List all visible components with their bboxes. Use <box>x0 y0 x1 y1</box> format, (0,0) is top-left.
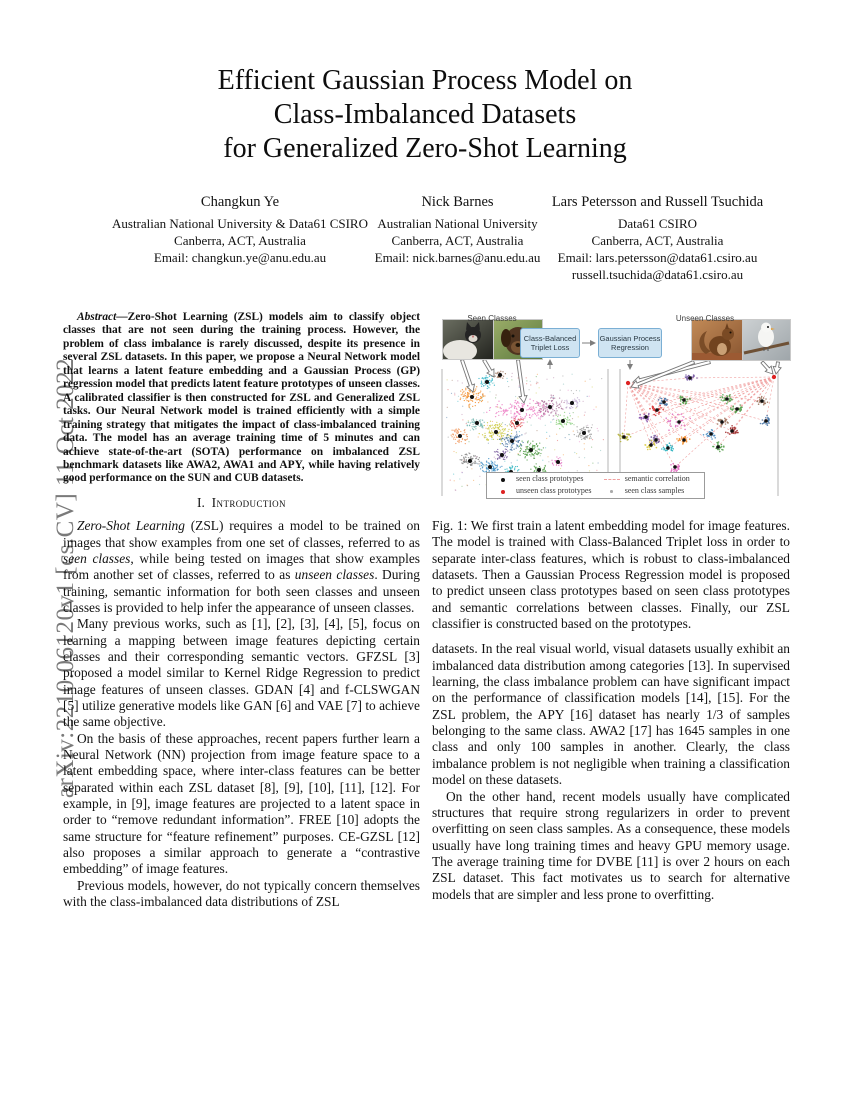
seen-class-prototype-dot <box>673 465 677 469</box>
seen-class-prototype-dot <box>468 459 472 463</box>
paragraph: Many previous works, such as [1], [2], [3], [4], [5], focus on learning a mapping between image features depicting certain classes and their corresponding semantic vectors. GFZSL [3] proposed a model similar to Kernel Ridge Regression to predict image features of unseen classes. GDAN [4] and f-CLSWGAN [5] utilize generative models like GAN [6] and VAE [7] to achieve the same objective. <box>63 616 420 730</box>
paragraph: Zero-Shot Learning (ZSL) requires a model to be trained on images that show examples from one set of classes, referred to as seen classes, while being tested on images that show examples from another set of classes, referred to as unseen classes. During training, semantic information for both seen classes and unseen classes is provided to help infer the appearance of unseen classes. <box>63 518 420 615</box>
seen-class-prototype-dot <box>688 376 692 380</box>
seen-class-prototype-dot <box>548 405 552 409</box>
legend-label: unseen class prototypes <box>516 486 592 496</box>
seen-class-prototype-dot <box>582 431 586 435</box>
seen-class-prototype-dot <box>458 434 462 438</box>
outline-arrow <box>461 360 475 393</box>
seen-class-prototype-dot <box>485 380 489 384</box>
seen-class-prototype-dot <box>662 400 666 404</box>
dashed-line-icon <box>603 479 621 480</box>
triplet-loss-box <box>520 328 580 358</box>
author-email-2: russell.tsuchida@data61.csiro.au <box>571 267 744 282</box>
author-email: Email: changkun.ye@anu.edu.au <box>153 250 327 265</box>
left-column <box>63 311 420 910</box>
unseen-classes-label: Unseen Classes <box>675 314 735 323</box>
paragraph: datasets. In the real visual world, visual datasets usually exhibit an imbalanced data distribution among categories [13]. In supervised learning, the class imbalance problem can have significant impact on the performance of classification models [14], [15]. For the ZSL problem, the APY [16] dataset has nearly 1/3 of samples belonging to the same class. AWA2 [17] has 1645 samples in one class and only 100 samples in another. Clearly, the class imbalance problem is not negligible when training a classification model on these datasets. <box>432 641 790 788</box>
box-line: Triplet Loss <box>530 343 570 352</box>
paper-title <box>0 64 850 166</box>
gray-dot-icon <box>603 490 621 493</box>
seen-class-prototype-dot <box>682 398 686 402</box>
unseen-space-cluster <box>639 413 650 423</box>
author-block-3 <box>530 194 785 283</box>
author-name: Nick Barnes <box>421 194 494 210</box>
seen-class-prototype-dot <box>475 421 479 425</box>
box-line: Gaussian Process <box>599 333 661 343</box>
author-city: Canberra, ACT, Australia <box>591 233 724 248</box>
title-line-2: Class-Imbalanced Datasets <box>273 99 577 130</box>
seen-class-prototype-dot <box>500 453 504 457</box>
seen-class-prototype-dot <box>510 439 514 443</box>
section-heading-introduction <box>63 495 420 511</box>
seen-class-prototype-dot <box>561 419 565 423</box>
semantic-correlation-lines <box>624 377 774 467</box>
right-column <box>432 311 790 903</box>
author-email: Email: lars.petersson@data61.csiro.au <box>557 250 758 265</box>
legend-label: semantic correlation <box>624 474 690 484</box>
author-block-2 <box>360 194 555 266</box>
legend-label: seen class prototypes <box>516 474 584 484</box>
section-number: I. <box>197 494 205 510</box>
outline-arrow <box>517 360 528 403</box>
red-dot-icon <box>494 490 512 494</box>
bird-photo <box>743 320 790 360</box>
outline-arrow <box>483 359 494 377</box>
author-affiliation: Australian National University & Data61 CSIRO <box>112 216 368 231</box>
seen-class-prototype-dot <box>764 419 768 423</box>
outline-arrow <box>631 361 695 389</box>
abstract-text: —Zero-Shot Learning (ZSL) models aim to classify object classes that are not seen during the training process. However, the problem of class imbalance is rarely discussed, despite its presence in several ZSL datasets. In this paper, we propose a Neural Network model that learns a latent feature embedding and a Gaussian Process (GP) regression model that predicts latent feature prototypes of unseen classes. A calibrated classifier is then constructed for ZSL and Generalized ZSL tasks. Our Neural Network model is trained efficiently with a simple training strategy that mitigates the impact of class-imbalanced training data. The model has an average training time of 5 minutes and can achieve state-of-the-art (SOTA) performance on imbalanced ZSL benchmark datasets like AWA2, AWA1 and APY, while having relatively good performance on the SUN and CUB datasets. <box>63 311 420 485</box>
author-affiliation: Australian National University <box>377 216 538 231</box>
author-affiliation: Data61 CSIRO <box>617 216 698 231</box>
outline-arrow <box>761 361 773 374</box>
paragraph: On the basis of these approaches, recent papers further learn a Neural Network (NN) projection from image feature space to a latent embedding space, where inter-class features can be better separated within each ZSL dataset [8], [9], [10], [11], [12]. For example, in [9], image features are projected to a latent space in order to “remove redundant information”. FREE [10] adopts the same structure for “feature refinement” purposes. CE-GZSL [12] also proposes a similar approach to generate a “contrastive embedding” of image features. <box>63 730 420 877</box>
box-line: Regression <box>611 343 649 352</box>
gp-regression-box <box>598 328 662 358</box>
seen-class-prototype-dot <box>760 399 764 403</box>
legend-item-unseen-prototypes <box>494 486 599 498</box>
title-line-1: Efficient Gaussian Process Model on <box>217 65 633 96</box>
arxiv-banner: arXiv:2210.06120v1 [cs.CV] 11 Oct 2022 <box>52 357 79 799</box>
legend-item-seen-samples <box>603 486 697 498</box>
seen-class-prototype-dot <box>677 420 681 424</box>
title-line-3: for Generalized Zero-Shot Learning <box>223 133 627 164</box>
seen-class-prototype-dot <box>529 448 533 452</box>
figure-caption: Fig. 1: We first train a latent embedding model for image features. The model is trained with Class-Balanced Triplet loss in order to separate inter-class features, which is robust to class-imbalanced datasets. Then a Gaussian Process Regression model is proposed to predict unseen class prototypes based on seen class prototypes and semantic correlations between classes. Finally, our ZSL classifier is constructed based on the prototypes. <box>432 518 790 632</box>
seen-class-prototype-dot <box>498 373 502 377</box>
seen-class-prototype-dot <box>655 408 659 412</box>
seen-class-prototype-dot <box>649 443 653 447</box>
seen-class-prototype-dot <box>515 421 519 425</box>
abstract-lead: Abstract <box>77 311 117 323</box>
seen-class-prototype-dot <box>735 407 739 411</box>
legend-label: seen class samples <box>624 486 685 496</box>
abstract <box>63 311 420 486</box>
seen-class-prototype-dot <box>725 397 729 401</box>
seen-class-prototype-dot <box>666 446 670 450</box>
seen-class-prototype-dot <box>622 435 626 439</box>
seen-class-prototype-dot <box>716 445 720 449</box>
unseen-class-prototype-dot <box>626 381 630 385</box>
author-name: Changkun Ye <box>200 194 280 210</box>
seen-class-prototype-dot <box>730 429 734 433</box>
seen-class-prototype-dot <box>682 438 686 442</box>
section-title: Introduction <box>211 494 286 510</box>
seen-class-prototype-dot <box>570 401 574 405</box>
seen-class-prototype-dot <box>488 465 492 469</box>
black-dot-icon <box>494 478 512 482</box>
seen-class-prototype-dot <box>709 432 713 436</box>
author-email: Email: nick.barnes@anu.edu.au <box>374 250 541 265</box>
box-line: Class-Balanced <box>523 333 577 343</box>
seen-class-prototype-dot <box>520 408 524 412</box>
seen-class-prototype-dot <box>654 438 658 442</box>
paragraph: On the other hand, recent models usually have complicated structures that require strong regularizers in order to prevent overfitting on seen class samples. As a consequence, these models usually have long training times and heavy GPU memory usage. The average training time for DVBE [11] is over 2 hours on each ZSL dataset. This fact motivates us to search for alternative models that are simpler and less prone to overfitting. <box>432 788 790 902</box>
paragraph: Previous models, however, do not typically concern themselves with the class-imbalanced data distributions of ZSL <box>63 877 420 910</box>
author-block-1 <box>75 194 405 266</box>
seen-class-prototype-dot <box>556 460 560 464</box>
figure-legend <box>486 472 705 499</box>
author-name: Lars Petersson and Russell Tsuchida <box>551 194 764 210</box>
seen-classes-label: Seen Classes <box>467 314 517 323</box>
seen-class-prototype-dot <box>470 395 474 399</box>
seen-class-prototype-dot <box>494 430 498 434</box>
figure-1 <box>432 311 790 512</box>
seen-class-prototype-dot <box>644 415 648 419</box>
seen-class-prototype-dot <box>720 420 724 424</box>
outline-arrow <box>773 362 781 374</box>
author-city: Canberra, ACT, Australia <box>174 233 306 248</box>
author-city: Canberra, ACT, Australia <box>391 233 524 248</box>
unseen-class-prototype-dot <box>772 375 776 379</box>
